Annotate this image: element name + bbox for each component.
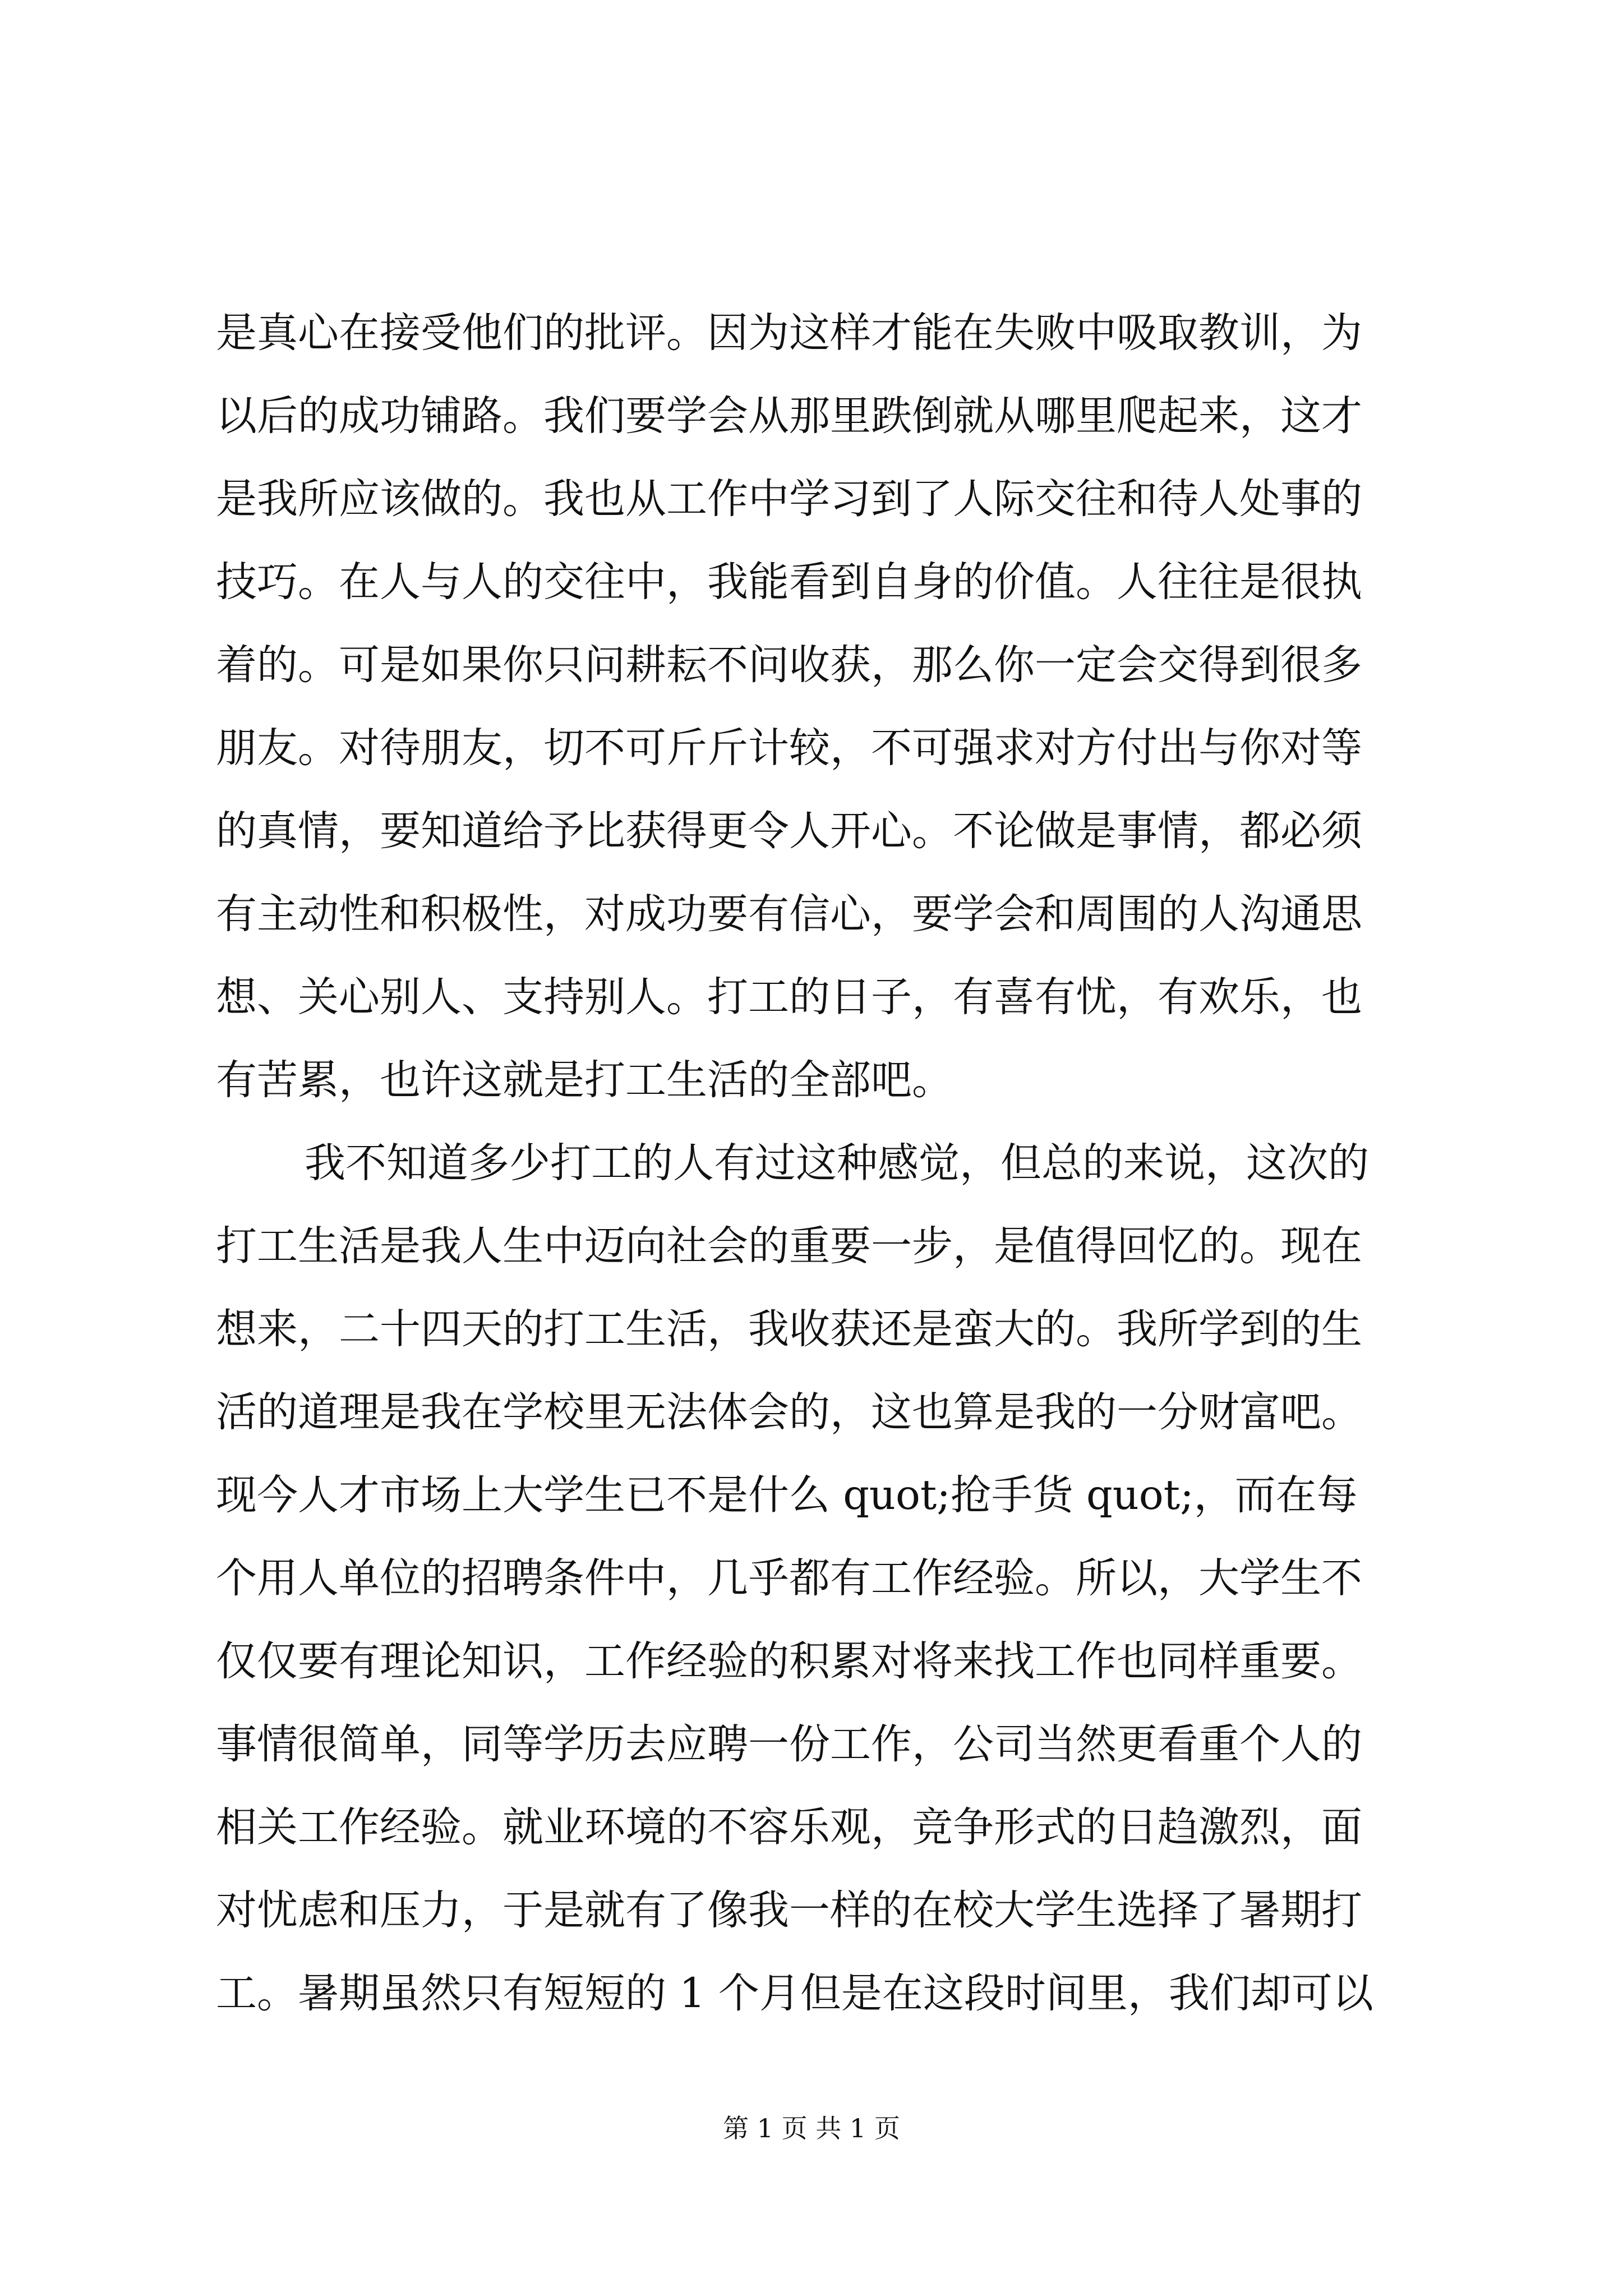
text-line: 以后的成功铺路。我们要学会从那里跌倒就从哪里爬起来，这才: [216, 392, 1362, 440]
text-line: 的真情，要知道给予比获得更令人开心。不论做是事情，都必须: [216, 807, 1362, 855]
text-line: 有主动性和积极性，对成功要有信心，要学会和周围的人沟通思: [216, 890, 1362, 938]
paragraph-2: [216, 1122, 1422, 2035]
text-line: 技巧。在人与人的交往中，我能看到自身的价值。人往往是很执: [216, 558, 1362, 606]
text-line: 有苦累，也许这就是打工生活的全部吧。: [216, 1056, 953, 1104]
text-line: 是我所应该做的。我也从工作中学习到了人际交往和待人处事的: [216, 475, 1362, 523]
text-line: 事情很简单，同等学历去应聘一份工作，公司当然更看重个人的: [216, 1720, 1362, 1768]
text-line: 想、关心别人、支持别人。打工的日子，有喜有忧，有欢乐，也: [216, 973, 1362, 1021]
text-line: 我不知道多少打工的人有过这种感觉，但总的来说，这次的: [305, 1139, 1369, 1187]
text-line: 着的。可是如果你只问耕耘不问收获，那么你一定会交得到很多: [216, 641, 1362, 689]
page-number-label: 第 1 页 共 1 页: [723, 2113, 900, 2143]
text-line: 打工生活是我人生中迈向社会的重要一步，是值得回忆的。现在: [216, 1222, 1362, 1270]
text-line: 是真心在接受他们的批评。因为这样才能在失败中吸取教训，为: [216, 309, 1362, 357]
text-line: 仅仅要有理论知识，工作经验的积累对将来找工作也同样重要。: [216, 1637, 1362, 1685]
text-line: 朋友。对待朋友，切不可斤斤计较，不可强求对方付出与你对等: [216, 724, 1362, 772]
text-line: 个用人单位的招聘条件中，几乎都有工作经验。所以，大学生不: [216, 1554, 1362, 1602]
text-line: 活的道理是我在学校里无法体会的，这也算是我的一分财富吧。: [216, 1388, 1362, 1436]
text-line: 想来，二十四天的打工生活，我收获还是蛮大的。我所学到的生: [216, 1305, 1362, 1353]
paragraph-1: [216, 292, 1422, 1122]
text-line: 工。暑期虽然只有短短的 1 个月但是在这段时间里，我们却可以: [216, 1970, 1373, 2017]
page-footer: [0, 2108, 1623, 2145]
text-line: 现今人才市场上大学生已不是什么 quot;抢手货 quot;，而在每: [216, 1471, 1358, 1519]
text-line: 对忧虑和压力，于是就有了像我一样的在校大学生选择了暑期打: [216, 1887, 1362, 1934]
text-line: 相关工作经验。就业环境的不容乐观，竞争形式的日趋激烈，面: [216, 1803, 1362, 1851]
document-body: [216, 292, 1422, 2035]
